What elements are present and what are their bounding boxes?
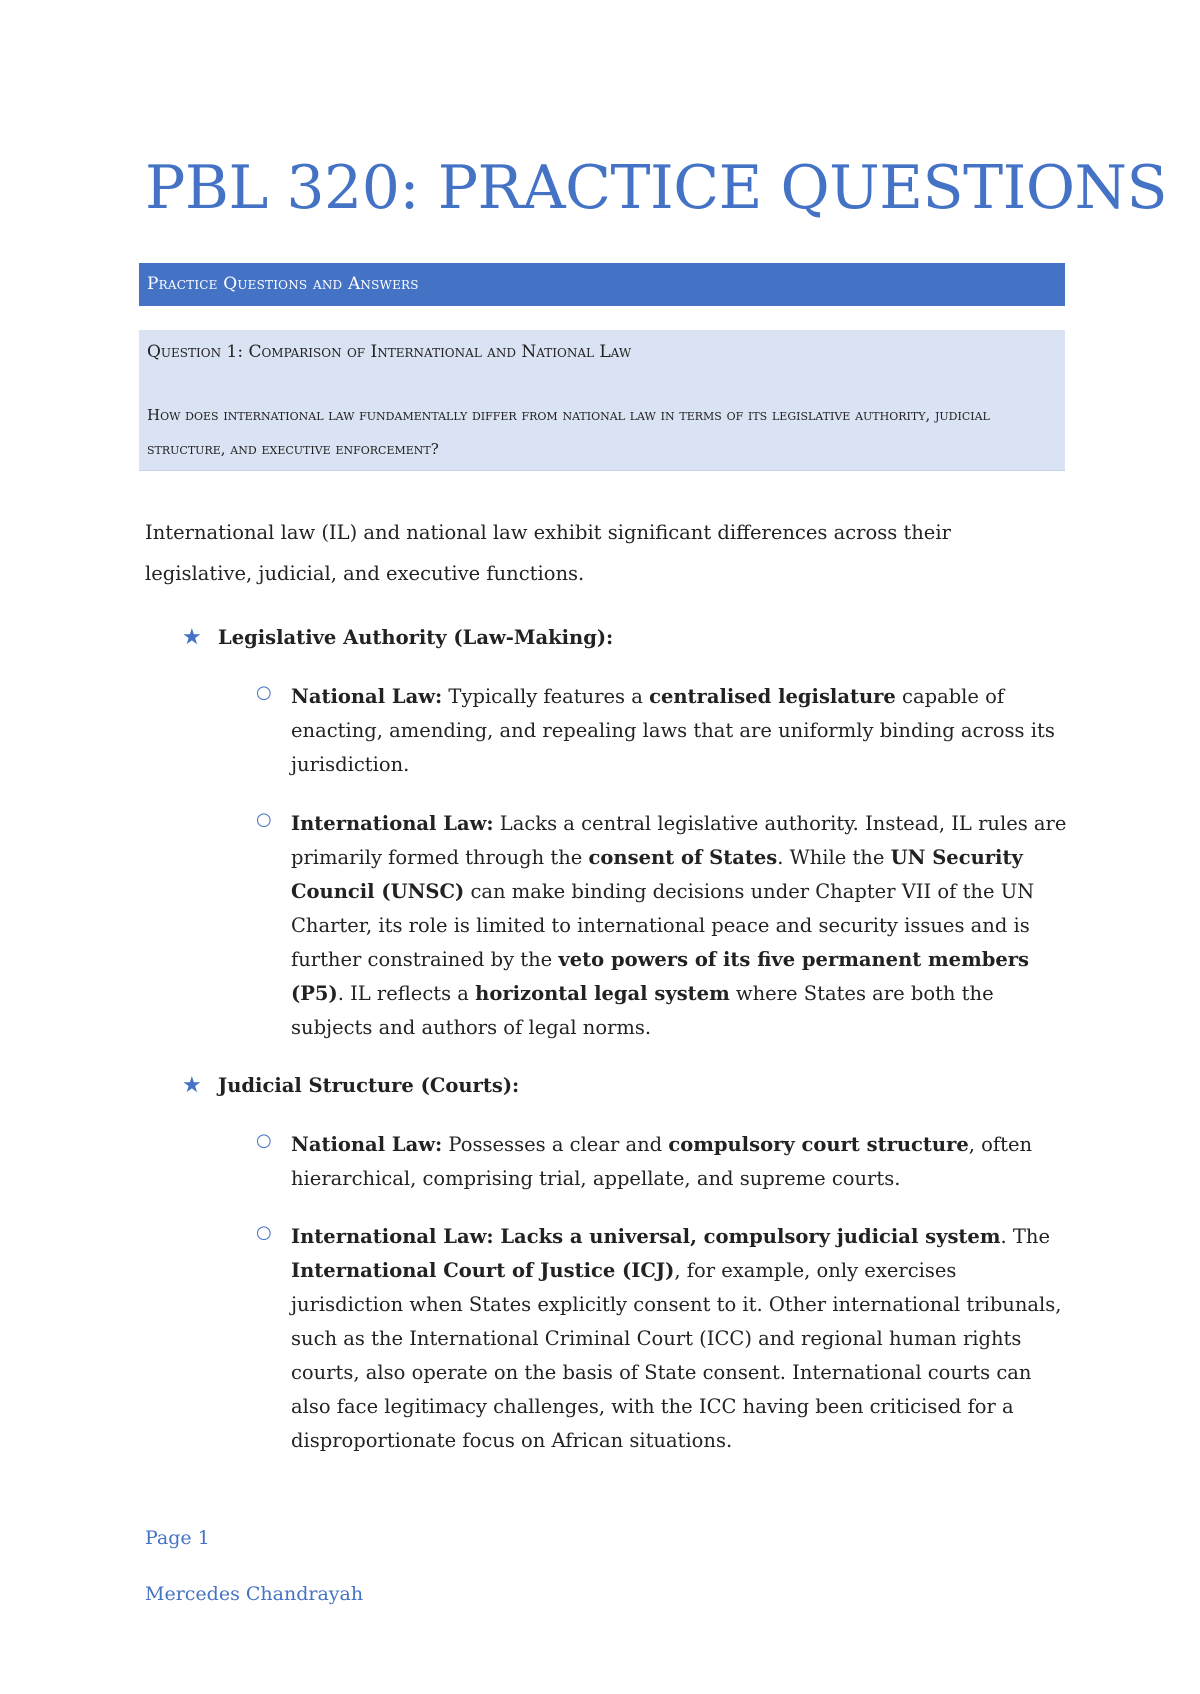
item-text: Typically features a	[442, 685, 650, 708]
list-item-international-judicial	[256, 1220, 1076, 1460]
section-heading-legislative: Legislative Authority (Law-Making):	[218, 626, 614, 649]
section-legislative	[182, 625, 613, 650]
section-judicial	[182, 1073, 519, 1098]
item-text: . While the	[777, 846, 891, 869]
item-text: , for example, only exercises jurisdiction when States explicitly consent to it. Other international tribunals, such as the International Criminal Court (ICC) and regional human rights courts, also operate on the basis of State consent. International courts can also face legitimacy challenges, with the ICC having been criticised for a disproportionate focus on African situations.	[291, 1259, 1062, 1452]
circle-icon: ○	[256, 1222, 272, 1243]
item-text: Lacks a central legislative authority. Instead, IL rules are primarily formed through the	[291, 812, 1067, 869]
section-heading: Practice Questions and Answers	[147, 274, 419, 294]
list-item-text	[291, 807, 1071, 1045]
list-item-national-legislative	[256, 680, 1076, 780]
document-title: PBL 320: PRACTICE QUESTIONS	[145, 153, 1168, 223]
item-text: where States are both the subjects and authors of legal norms.	[291, 982, 994, 1039]
item-emphasis: compulsory court structure	[668, 1133, 969, 1156]
list-item-national-judicial	[256, 1128, 1076, 1198]
question-box	[139, 330, 1065, 471]
item-text: can make binding decisions under Chapter VII of the UN Charter, its role is limited to international peace and security issues and is further constrained by the	[291, 880, 1035, 971]
item-emphasis: UN Security Council (UNSC)	[291, 846, 1023, 903]
item-label: International Law: Lacks a universal, compulsory judicial system	[291, 1225, 1001, 1248]
item-text: capable of enacting, amending, and repealing laws that are uniformly binding across its jurisdiction.	[291, 685, 1055, 776]
footer-author: Mercedes Chandrayah	[145, 1583, 364, 1605]
item-emphasis: consent of States	[588, 846, 778, 869]
star-icon: ★	[182, 1073, 202, 1098]
item-text: . The	[1000, 1225, 1050, 1248]
item-text: , often hierarchical, comprising trial, appellate, and supreme courts.	[291, 1133, 1033, 1190]
item-label: National Law:	[291, 1133, 443, 1156]
circle-icon: ○	[256, 809, 272, 830]
question-text: How does international law fundamentally differ from national law in terms of its legislative authority, judicial structure, and executive enforcement?	[147, 406, 990, 458]
intro-paragraph: International law (IL) and national law exhibit significant differences across their legislative, judicial, and executive functions.	[145, 521, 951, 585]
footer-page-number: Page 1	[145, 1527, 210, 1549]
item-label: International Law:	[291, 812, 494, 835]
list-item-text	[291, 680, 1071, 782]
item-text: Possesses a clear and	[442, 1133, 669, 1156]
question-heading: Question 1: Comparison of International and National Law	[147, 342, 632, 362]
section-heading-judicial: Judicial Structure (Courts):	[218, 1074, 520, 1097]
list-item-text	[291, 1220, 1071, 1458]
section-heading-bar	[139, 263, 1065, 306]
circle-icon: ○	[256, 682, 272, 703]
list-item-international-legislative	[256, 807, 1076, 1037]
item-emphasis: centralised legislature	[649, 685, 896, 708]
item-label: National Law:	[291, 685, 443, 708]
circle-icon: ○	[256, 1130, 272, 1151]
item-emphasis: International Court of Justice (ICJ)	[291, 1259, 675, 1282]
item-emphasis: veto powers of its five permanent members (P5)	[291, 948, 1030, 1005]
item-text: . IL reflects a	[337, 982, 476, 1005]
list-item-text	[291, 1128, 1071, 1196]
star-icon: ★	[182, 625, 202, 650]
item-emphasis: horizontal legal system	[475, 982, 730, 1005]
